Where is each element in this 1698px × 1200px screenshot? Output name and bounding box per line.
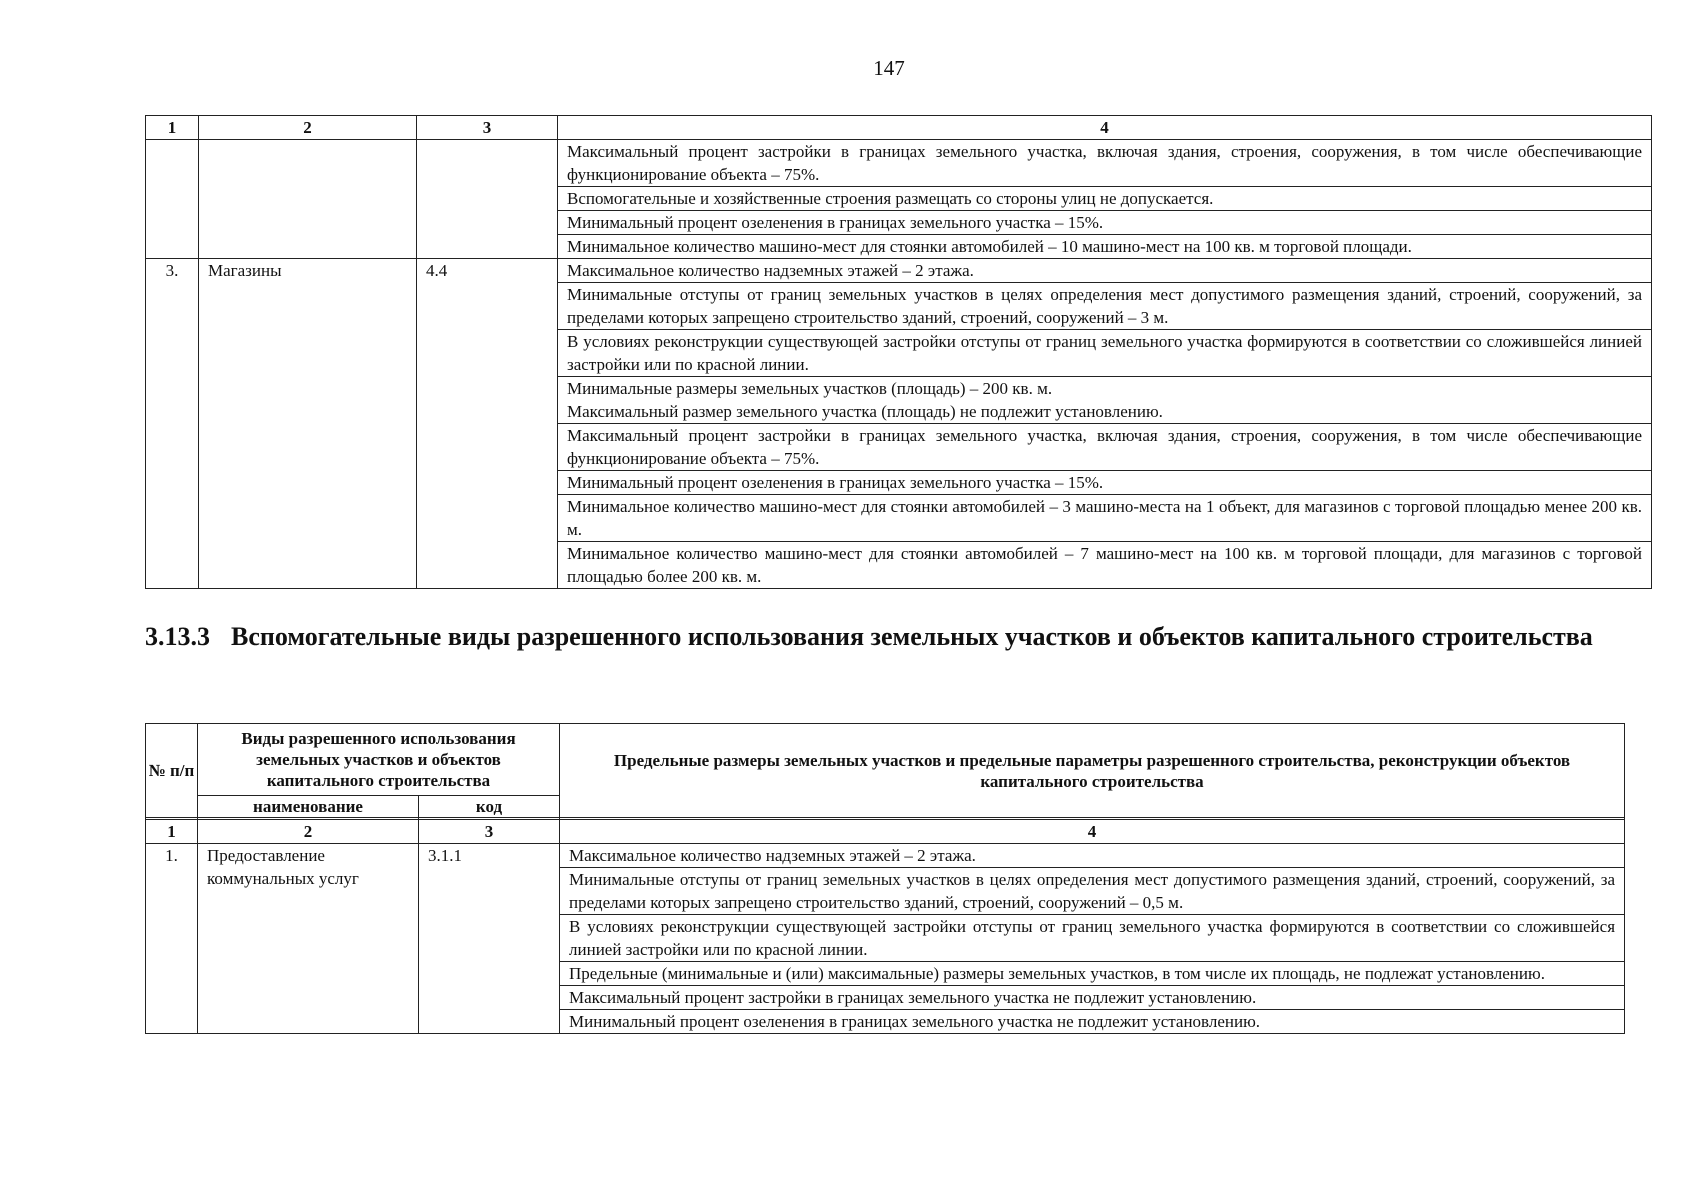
column-number: 4 (560, 820, 1625, 844)
parameter-cell: В условиях реконструкции существующей застройки отступы от границ земельного участка формируются в соответствии со сложившейся линией застройки или по красной линии. (560, 915, 1625, 962)
section-number: 3.13.3 (145, 622, 210, 651)
header-kinds-cell: Виды разрешенного использования земельных участков и объектов капитального строительства (198, 724, 560, 796)
header-code-cell: код (419, 796, 560, 818)
parameter-cell: Минимальное количество машино-мест для стоянки автомобилей – 7 машино-мест на 100 кв. м торговой площади, для магазинов с торговой площадью более 200 кв. м. (558, 542, 1652, 589)
row-number-cell: 3. (146, 259, 199, 589)
parameter-cell: Минимальное количество машино-мест для стоянки автомобилей – 10 машино-мест на 100 кв. м торговой площади. (558, 235, 1652, 259)
column-number-row (146, 820, 1625, 844)
table-row (146, 259, 1652, 283)
use-code-cell: 4.4 (417, 259, 558, 589)
zoning-table-main-uses (145, 115, 1652, 589)
parameter-cell: Максимальный процент застройки в границах земельного участка, включая здания, строения, сооружения, в том числе обеспечивающие функционирование объекта – 75%. (558, 424, 1652, 471)
parameter-cell: Минимальные отступы от границ земельных участков в целях определения мест допустимого размещения зданий, строений, сооружений, за пределами которых запрещено строительство зданий, строений, сооружений – 3 м. (558, 283, 1652, 330)
column-number: 2 (199, 116, 417, 140)
parameter-cell: В условиях реконструкции существующей застройки отступы от границ земельного участка формируются в соответствии со сложившейся линией застройки или по красной линии. (558, 330, 1652, 377)
column-number: 1 (146, 116, 199, 140)
use-name-cell: Магазины (199, 259, 417, 589)
parameter-cell: Максимальное количество надземных этажей – 2 этажа. (560, 844, 1625, 868)
parameter-cell: Минимальный процент озеленения в границах земельного участка – 15%. (558, 471, 1652, 495)
parameter-cell: Минимальный процент озеленения в границах земельного участка не подлежит установлению. (560, 1010, 1625, 1034)
parameter-cell: Максимальное количество надземных этажей – 2 этажа. (558, 259, 1652, 283)
use-name-cell (199, 140, 417, 259)
parameter-cell: Максимальный процент застройки в границах земельного участка, включая здания, строения, сооружения, в том числе обеспечивающие функционирование объекта – 75%. (558, 140, 1652, 187)
parameter-cell: Предельные (минимальные и (или) максимальные) размеры земельных участков, в том числе их площадь, не подлежат установлению. (560, 962, 1625, 986)
table-row (146, 844, 1625, 868)
row-number-cell: 1. (146, 844, 198, 1034)
section-heading (145, 620, 1625, 653)
use-code-cell: 3.1.1 (419, 844, 560, 1034)
column-number: 3 (417, 116, 558, 140)
zoning-table-auxiliary-uses (145, 723, 1625, 1034)
parameter-cell: Минимальный процент озеленения в границах земельного участка – 15%. (558, 211, 1652, 235)
parameter-cell: Минимальные отступы от границ земельных участков в целях определения мест допустимого размещения зданий, строений, сооружений, за пределами которых запрещено строительство зданий, строений, сооружений – 0,5 м. (560, 868, 1625, 915)
parameter-cell: Максимальный процент застройки в границах земельного участка не подлежит установлению. (560, 986, 1625, 1010)
column-number: 2 (198, 820, 419, 844)
parameter-cell (558, 377, 1652, 424)
column-number-row (146, 116, 1652, 140)
table-row (146, 140, 1652, 187)
parameter-cell: Вспомогательные и хозяйственные строения размещать со стороны улиц не допускается. (558, 187, 1652, 211)
column-number: 4 (558, 116, 1652, 140)
use-code-cell (417, 140, 558, 259)
use-name-cell: Предоставление коммунальных услуг (198, 844, 419, 1034)
column-number: 3 (419, 820, 560, 844)
table-header-row (146, 724, 1625, 796)
row-number-cell (146, 140, 199, 259)
section-title: Вспомогательные виды разрешенного использования земельных участков и объектов капитального строительства (231, 622, 1593, 651)
parameter-line: Максимальный размер земельного участка (площадь) не подлежит установлению. (567, 402, 1163, 421)
header-number-cell: № п/п (146, 724, 198, 818)
page-number: 147 (873, 56, 905, 80)
parameter-cell: Минимальное количество машино-мест для стоянки автомобилей – 3 машино-места на 1 объект, для магазинов с торговой площадью менее 200 кв. м. (558, 495, 1652, 542)
parameter-line: Минимальные размеры земельных участков (площадь) – 200 кв. м. (567, 379, 1053, 398)
column-number: 1 (146, 820, 198, 844)
header-name-cell: наименование (198, 796, 419, 818)
header-limits-cell: Предельные размеры земельных участков и предельные параметры разрешенного строительства, реконструкции объектов капитального строительства (560, 724, 1625, 818)
